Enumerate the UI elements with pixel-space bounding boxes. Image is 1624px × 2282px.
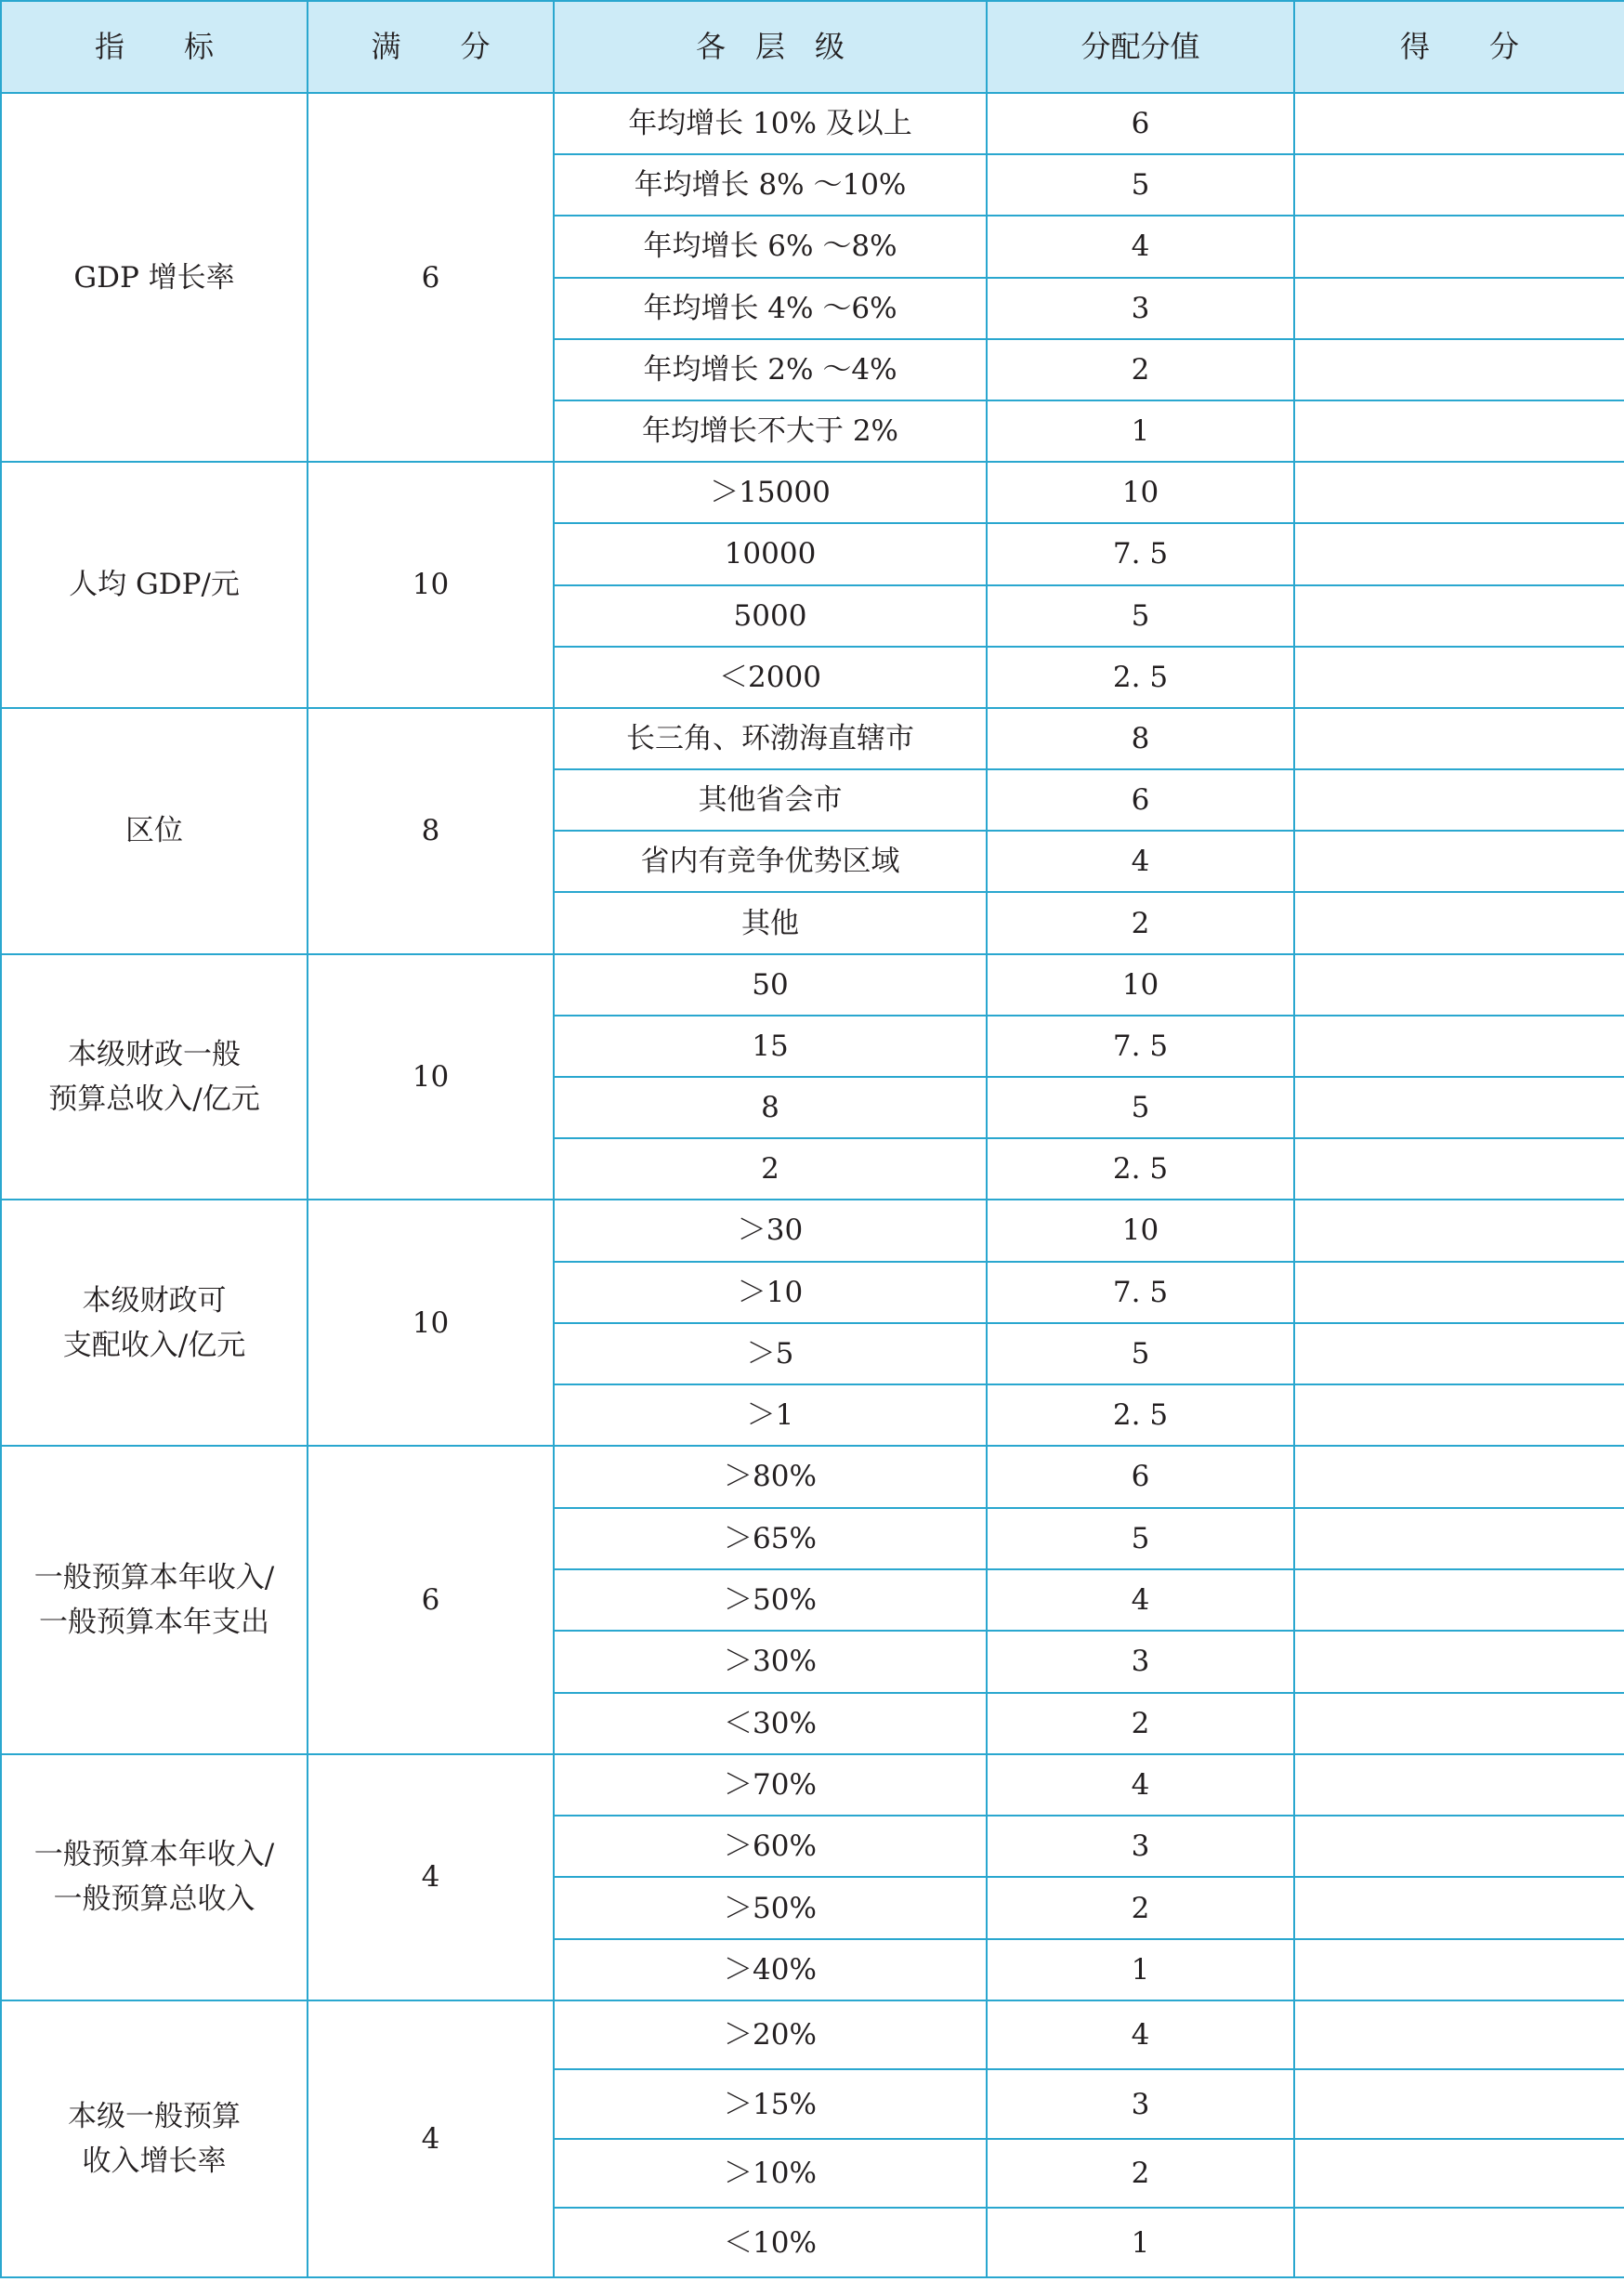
level-cell: ＞5 — [554, 1323, 987, 1384]
level-cell: ＞10 — [554, 1262, 987, 1323]
level-cell: 其他 — [554, 892, 987, 953]
level-cell: ＞10% — [554, 2139, 987, 2209]
level-cell: 年均增长 2% ～4% — [554, 339, 987, 400]
allocated-score-cell: 1 — [987, 1939, 1294, 2000]
level-cell: 年均增长 6% ～8% — [554, 216, 987, 277]
level-cell: 其他省会市 — [554, 769, 987, 831]
allocated-score-cell: 2 — [987, 1693, 1294, 1754]
score-input-cell[interactable] — [1294, 1200, 1624, 1261]
score-input-cell[interactable] — [1294, 1077, 1624, 1138]
allocated-score-cell: 5 — [987, 154, 1294, 216]
level-cell: ＜2000 — [554, 647, 987, 708]
allocated-score-cell: 5 — [987, 1508, 1294, 1569]
full-score-cell: 10 — [308, 954, 554, 1200]
score-input-cell[interactable] — [1294, 523, 1624, 584]
score-input-cell[interactable] — [1294, 1877, 1624, 1938]
score-input-cell[interactable] — [1294, 585, 1624, 647]
allocated-score-cell: 10 — [987, 462, 1294, 523]
allocated-score-cell: 2. 5 — [987, 647, 1294, 708]
level-cell: ＜10% — [554, 2208, 987, 2277]
level-cell: 10000 — [554, 523, 987, 584]
allocated-score-cell: 10 — [987, 1200, 1294, 1261]
allocated-score-cell: 8 — [987, 708, 1294, 769]
full-score-cell: 10 — [308, 1200, 554, 1446]
level-cell: 年均增长 4% ～6% — [554, 278, 987, 339]
allocated-score-cell: 6 — [987, 93, 1294, 154]
level-cell: ＞80% — [554, 1446, 987, 1507]
table-row — [1, 708, 1624, 769]
score-input-cell[interactable] — [1294, 1016, 1624, 1077]
score-input-cell[interactable] — [1294, 954, 1624, 1016]
level-cell: ＞15% — [554, 2069, 987, 2139]
header-allocated-score: 分配分值 — [987, 1, 1294, 93]
table-row — [1, 2000, 1624, 2070]
score-input-cell[interactable] — [1294, 1754, 1624, 1816]
level-cell: 长三角、环渤海直辖市 — [554, 708, 987, 769]
score-input-cell[interactable] — [1294, 2208, 1624, 2277]
level-cell: 省内有竞争优势区域 — [554, 831, 987, 892]
score-input-cell[interactable] — [1294, 278, 1624, 339]
level-cell: ＞30% — [554, 1631, 987, 1692]
score-input-cell[interactable] — [1294, 1446, 1624, 1507]
indicator-cell: 区位 — [1, 708, 308, 954]
score-input-cell[interactable] — [1294, 93, 1624, 154]
table-body — [1, 93, 1624, 2277]
score-input-cell[interactable] — [1294, 1262, 1624, 1323]
allocated-score-cell: 2 — [987, 339, 1294, 400]
full-score-cell: 6 — [308, 93, 554, 462]
score-input-cell[interactable] — [1294, 1138, 1624, 1200]
score-input-cell[interactable] — [1294, 462, 1624, 523]
level-cell: 8 — [554, 1077, 987, 1138]
allocated-score-cell: 7. 5 — [987, 1016, 1294, 1077]
score-input-cell[interactable] — [1294, 769, 1624, 831]
allocated-score-cell: 1 — [987, 2208, 1294, 2277]
level-cell: ＞40% — [554, 1939, 987, 2000]
allocated-score-cell: 4 — [987, 831, 1294, 892]
indicator-cell: 本级一般预算 收入增长率 — [1, 2000, 308, 2277]
level-cell: ＞70% — [554, 1754, 987, 1816]
score-input-cell[interactable] — [1294, 339, 1624, 400]
level-cell: ＞50% — [554, 1877, 987, 1938]
score-input-cell[interactable] — [1294, 2139, 1624, 2209]
allocated-score-cell: 4 — [987, 216, 1294, 277]
indicator-cell: 人均 GDP/元 — [1, 462, 308, 708]
full-score-cell: 6 — [308, 1446, 554, 1754]
table-header — [1, 1, 1624, 93]
level-cell: ＜30% — [554, 1693, 987, 1754]
allocated-score-cell: 4 — [987, 2000, 1294, 2070]
full-score-cell: 8 — [308, 708, 554, 954]
full-score-cell: 4 — [308, 2000, 554, 2277]
allocated-score-cell: 1 — [987, 400, 1294, 462]
score-input-cell[interactable] — [1294, 1631, 1624, 1692]
score-input-cell[interactable] — [1294, 708, 1624, 769]
allocated-score-cell: 2 — [987, 892, 1294, 953]
allocated-score-cell: 2. 5 — [987, 1384, 1294, 1446]
score-input-cell[interactable] — [1294, 1816, 1624, 1877]
score-input-cell[interactable] — [1294, 1323, 1624, 1384]
header-score: 得 分 — [1294, 1, 1624, 93]
allocated-score-cell: 4 — [987, 1754, 1294, 1816]
allocated-score-cell: 6 — [987, 769, 1294, 831]
allocated-score-cell: 2 — [987, 1877, 1294, 1938]
allocated-score-cell: 5 — [987, 1077, 1294, 1138]
score-input-cell[interactable] — [1294, 1939, 1624, 2000]
indicator-cell: 本级财政可 支配收入/亿元 — [1, 1200, 308, 1446]
level-cell: ＞30 — [554, 1200, 987, 1261]
level-cell: 年均增长 8% ～10% — [554, 154, 987, 216]
allocated-score-cell: 2 — [987, 2139, 1294, 2209]
indicator-cell: 一般预算本年收入/ 一般预算总收入 — [1, 1754, 308, 2000]
level-cell: ＞1 — [554, 1384, 987, 1446]
allocated-score-cell: 3 — [987, 1816, 1294, 1877]
level-cell: 2 — [554, 1138, 987, 1200]
allocated-score-cell: 5 — [987, 585, 1294, 647]
level-cell: ＞15000 — [554, 462, 987, 523]
table-row — [1, 1200, 1624, 1261]
level-cell: 15 — [554, 1016, 987, 1077]
score-input-cell[interactable] — [1294, 2000, 1624, 2070]
indicator-cell: 一般预算本年收入/ 一般预算本年支出 — [1, 1446, 308, 1754]
score-input-cell[interactable] — [1294, 1384, 1624, 1446]
table-row — [1, 93, 1624, 154]
allocated-score-cell: 3 — [987, 2069, 1294, 2139]
header-indicator: 指 标 — [1, 1, 308, 93]
indicator-cell: GDP 增长率 — [1, 93, 308, 462]
allocated-score-cell: 7. 5 — [987, 523, 1294, 584]
table-row — [1, 1754, 1624, 1816]
header-levels: 各 层 级 — [554, 1, 987, 93]
full-score-cell: 10 — [308, 462, 554, 708]
table-row — [1, 462, 1624, 523]
allocated-score-cell: 2. 5 — [987, 1138, 1294, 1200]
level-cell: 年均增长不大于 2% — [554, 400, 987, 462]
header-row — [1, 1, 1624, 93]
score-input-cell[interactable] — [1294, 892, 1624, 953]
level-cell: ＞50% — [554, 1569, 987, 1631]
level-cell: 年均增长 10% 及以上 — [554, 93, 987, 154]
level-cell: 50 — [554, 954, 987, 1016]
full-score-cell: 4 — [308, 1754, 554, 2000]
allocated-score-cell: 3 — [987, 1631, 1294, 1692]
score-input-cell[interactable] — [1294, 400, 1624, 462]
header-full-score: 满 分 — [308, 1, 554, 93]
table-row — [1, 954, 1624, 1016]
score-input-cell[interactable] — [1294, 1693, 1624, 1754]
score-input-cell[interactable] — [1294, 216, 1624, 277]
allocated-score-cell: 7. 5 — [987, 1262, 1294, 1323]
table-row — [1, 1446, 1624, 1507]
level-cell: ＞60% — [554, 1816, 987, 1877]
indicator-cell: 本级财政一般 预算总收入/亿元 — [1, 954, 308, 1200]
allocated-score-cell: 10 — [987, 954, 1294, 1016]
allocated-score-cell: 6 — [987, 1446, 1294, 1507]
allocated-score-cell: 4 — [987, 1569, 1294, 1631]
allocated-score-cell: 3 — [987, 278, 1294, 339]
score-input-cell[interactable] — [1294, 2069, 1624, 2139]
score-input-cell[interactable] — [1294, 831, 1624, 892]
score-input-cell[interactable] — [1294, 647, 1624, 708]
level-cell: 5000 — [554, 585, 987, 647]
score-input-cell[interactable] — [1294, 1508, 1624, 1569]
score-input-cell[interactable] — [1294, 1569, 1624, 1631]
allocated-score-cell: 5 — [987, 1323, 1294, 1384]
score-input-cell[interactable] — [1294, 154, 1624, 216]
level-cell: ＞65% — [554, 1508, 987, 1569]
level-cell: ＞20% — [554, 2000, 987, 2070]
